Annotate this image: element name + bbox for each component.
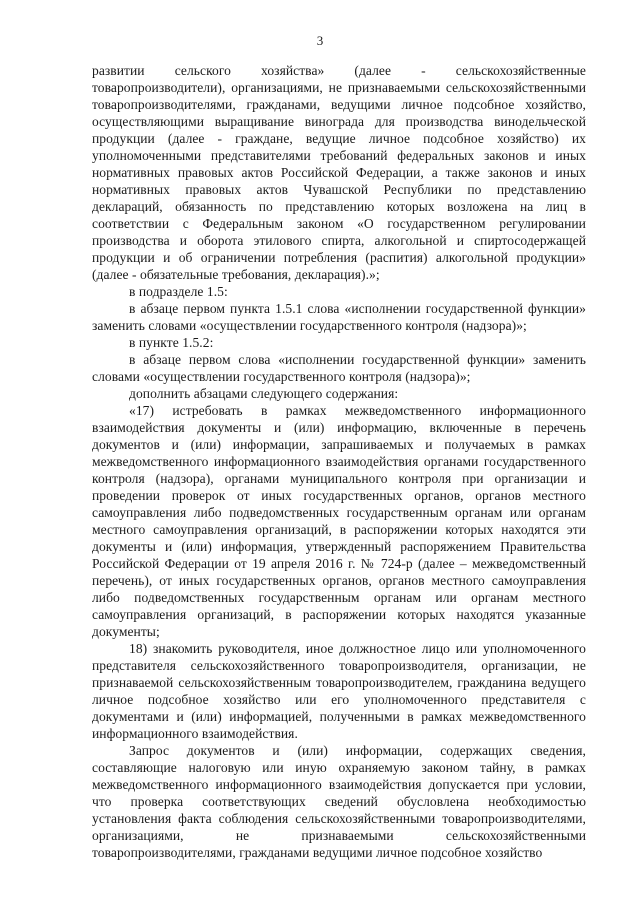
paragraph-definitions: развитии сельского хозяйства» (далее - сельскохозяйственные товаропроизводители), организациями, не признаваемыми сельскохозяйственными товаропроизводителями, гражданами, ведущими личное подсобное хозяйство, осуществляющими выращивание винограда для производства винодельческой продукции (далее - граждане, ведущие личное подсобное хозяйство) их уполномоченными представителями требований федеральных законов и иных нормативных правовых актов Российской Федерации, а также законов и иных нормативных правовых актов Чувашской Республики по представлению деклараций, обязанность по представлению которых возложена на лиц в соответствии с Федеральным законом «О государственном регулировании производства и оборота этилового спирта, алкогольной и спиртосодержащей продукции и об ограничении потребления (распития) алкогольной продукции» (далее - обязательные требования, декларация).»; [92, 63, 586, 282]
page-number: 3 [316, 33, 324, 48]
paragraph-supplement: дополнить абзацами следующего содержания: [129, 386, 399, 401]
paragraph-item-18: 18) знакомить руководителя, иное должностное лицо или уполномоченного представителя сельскохозяйственного товаропроизводителя, организации, не признаваемой сельскохозяйственным товаропроизводителем, гражданина ведущего личное подсобное хозяйство или его уполномоченного представителя с документами и (или) информацией, полученными в рамках межведомственного информационного взаимодействия. [92, 641, 586, 741]
paragraph-first-abzac: в абзаце первом слова «исполнении государственной функции» заменить словами «осуществлении государственного контроля (надзора)»; [92, 352, 586, 384]
paragraph-request: Запрос документов и (или) информации, содержащих сведения, составляющие налоговую или иную охраняемую законом тайну, в рамках межведомственного информационного взаимодействия допускается при условии, что проверка соответствующих сведений обусловлена необходимостью установления факта соблюдения сельскохозяйственными товаропроизводителями, организациями, не признаваемыми сельскохозяйственными товаропроизводителями, гражданами ведущими личное подсобное хозяйство [92, 743, 586, 860]
paragraph-item-1-5-2: в пункте 1.5.2: [129, 335, 214, 350]
document-body [92, 62, 586, 861]
paragraph-subsection-1-5: в подразделе 1.5: [129, 284, 228, 299]
paragraph-item-17: «17) истребовать в рамках межведомственного информационного взаимодействия документы и (или) информацию, включенные в перечень документов и (или) информации, запрашиваемых и получаемых в рамках межведомственного информационного взаимодействия органами государственного контроля (надзора), органами муниципального контроля при организации и проведении проверок от иных государственных органов, органов местного самоуправления либо подведомственных государственным органам или органам местного самоуправления организаций, в распоряжении которых находятся эти документы и (или) информация, утвержденный распоряжением Правительства Российской Федерации от 19 апреля 2016 г. № 724-р (далее – межведомственный перечень), от иных государственных органов, органов местного самоуправления либо подведомственных государственным органам или органам местного самоуправления организаций, в распоряжении которых находятся указанные документы; [92, 403, 586, 639]
paragraph-item-1-5-1: в абзаце первом пункта 1.5.1 слова «исполнении государственной функции» заменить словами «осуществлении государственного контроля (надзора)»; [92, 301, 586, 333]
